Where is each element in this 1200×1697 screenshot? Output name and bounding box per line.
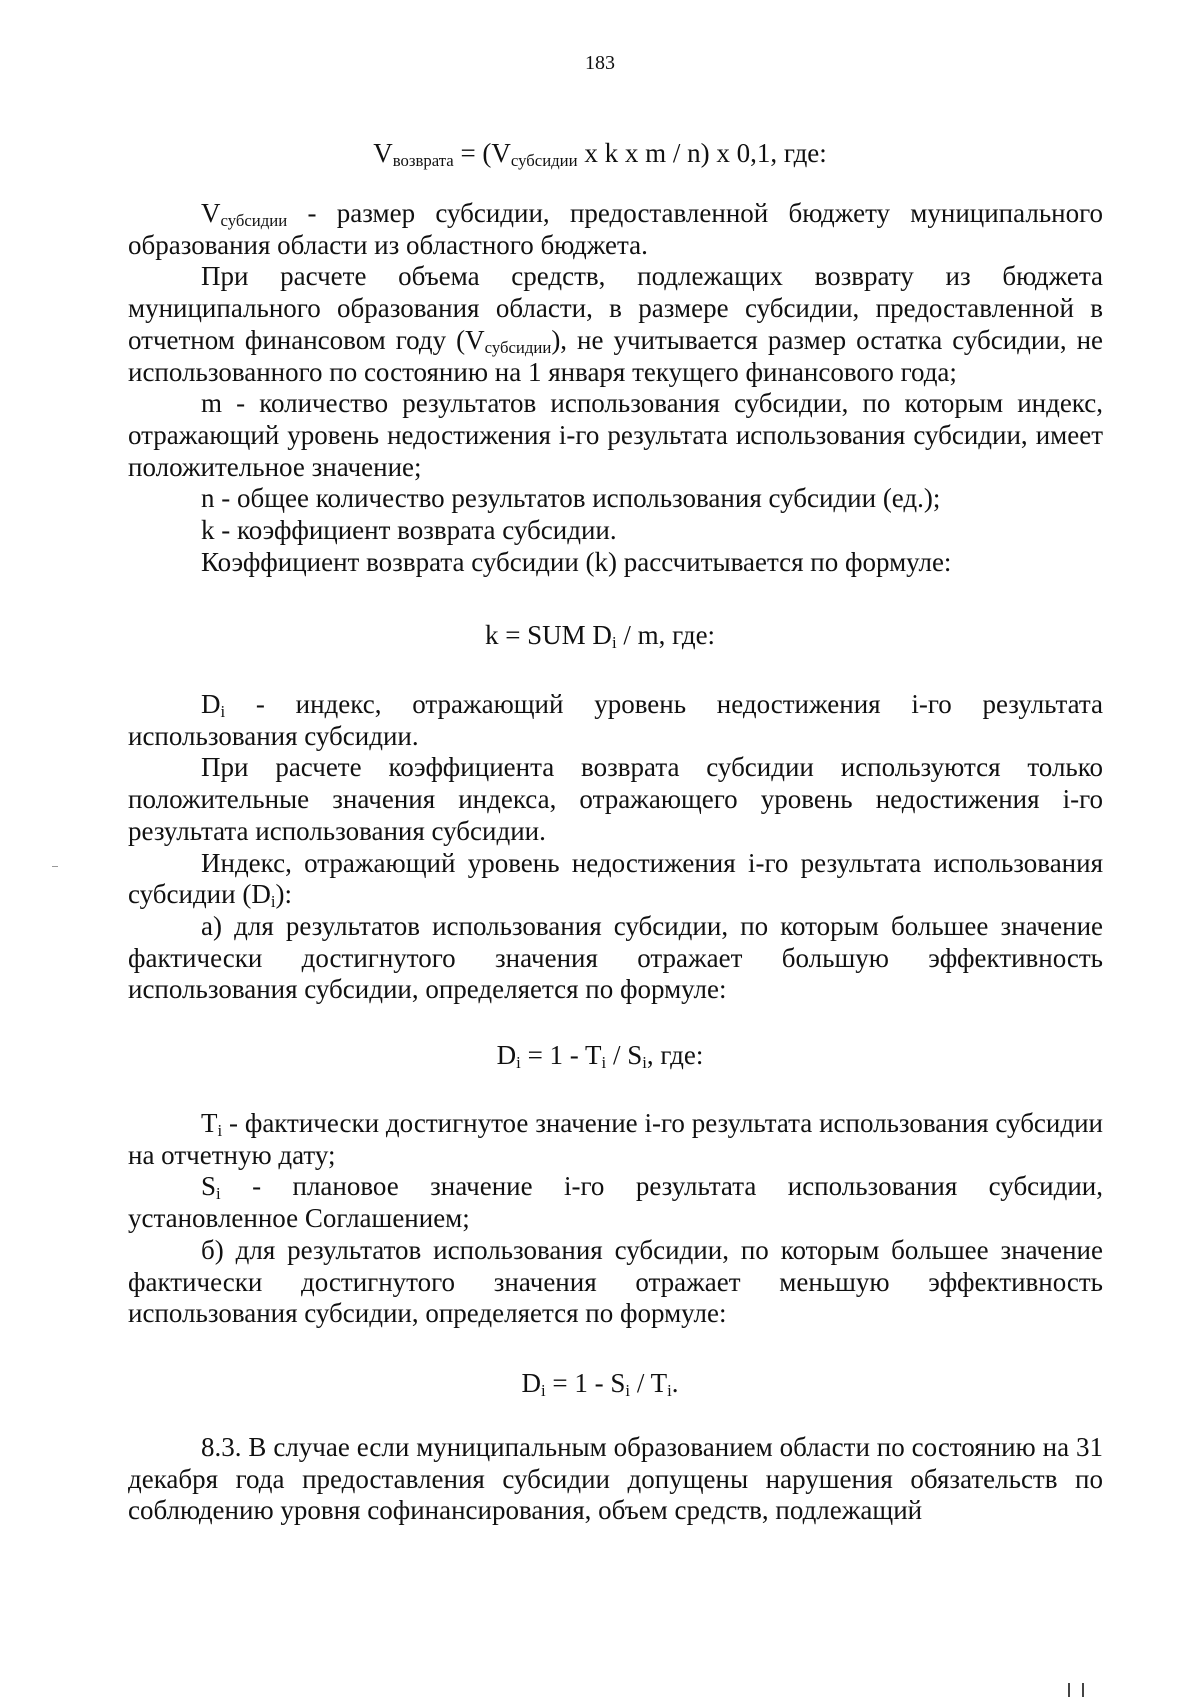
paragraph-s-definition: $S_i$ - плановое значение i-го результата использования субсидии, установленное Соглашением; bbox=[128, 1171, 1103, 1234]
text-block-4 bbox=[128, 1432, 1103, 1527]
paragraph-d-definition: $D_i$ - индекс, отражающий уровень недостижения i-го результата использования субсидии. bbox=[128, 689, 1103, 751]
text-block-3 bbox=[128, 1108, 1103, 1330]
paragraph-m-definition: m - количество результатов использования субсидии, по которым индекс, отражающий уровень недостижения i-го результата использования субсидии, имеет положительное значение; bbox=[128, 388, 1103, 482]
paragraph-case-b: б) для результатов использования субсидии, по которым большее значение фактически достигнутого значения отражает меньшую эффективность использования субсидии, определяется по формуле: bbox=[128, 1234, 1103, 1329]
paragraph-positive-values: При расчете коэффициента возврата субсидии используются только положительные значения индекса, отражающего уровень недостижения i-го результата использования субсидии. bbox=[128, 752, 1103, 846]
scan-mark-right bbox=[1082, 1683, 1084, 1697]
scan-mark-left bbox=[1068, 1683, 1070, 1697]
paragraph-n-definition: n - общее количество результатов использования субсидии (ед.); bbox=[201, 483, 941, 514]
formula-return-volume: $V_{возврата} = (V_{субсидии}$ x k x m / n) x 0,1, где: bbox=[373, 138, 827, 171]
text-block-1 bbox=[128, 198, 1103, 578]
paragraph-k-definition: k - коэффициент возврата субсидии. bbox=[201, 515, 617, 546]
paragraph-k-formula-intro: Коэффициент возврата субсидии (k) рассчитывается по формуле: bbox=[201, 546, 952, 577]
formula-k: k = SUM $D_i$ / m, где: bbox=[484, 620, 716, 653]
paragraph-index-intro: Индекс, отражающий уровень недостижения i-го результата использования субсидии $(D_i)$: bbox=[128, 847, 1103, 912]
paragraph-section-8-3: 8.3. В случае если муниципальным образованием области по состоянию на 31 декабря года предоставления субсидии допущены нарушения обязательств по соблюдению уровня софинансирования, объем средств, подлежащий bbox=[128, 1432, 1103, 1526]
paragraph-case-a: а) для результатов использования субсидии, по которым большее значение фактически достигнутого значения отражает большую эффективность использования субсидии, определяется по формуле: bbox=[128, 910, 1103, 1005]
paragraph-t-definition: $T_i$ - фактически достигнутое значение i-го результата использования субсидии на отчетную дату; bbox=[128, 1108, 1103, 1170]
formula-d-case-b: $D_i = 1 - S_i / T_i$. bbox=[521, 1368, 679, 1401]
formula-d-case-a: $D_i = 1 - T_i / S_i$, где: bbox=[496, 1040, 704, 1073]
paragraph-v-subsidy: $V_{субсидии}$ - размер субсидии, предоставленной бюджету муниципального образования области из областного бюджета. bbox=[128, 198, 1103, 260]
page-number: 183 bbox=[585, 52, 615, 74]
text-block-2 bbox=[128, 689, 1103, 1006]
paragraph-calculation-note: При расчете объема средств, подлежащих возврату из бюджета муниципального образования области, в размере субсидии, предоставленной в отчетном финансовом году $(V_{субсидии})$, не учитывается размер остатка субсидии, не использованного по состоянию на 1 января текущего финансового года; bbox=[128, 261, 1103, 387]
margin-mark bbox=[52, 866, 58, 867]
